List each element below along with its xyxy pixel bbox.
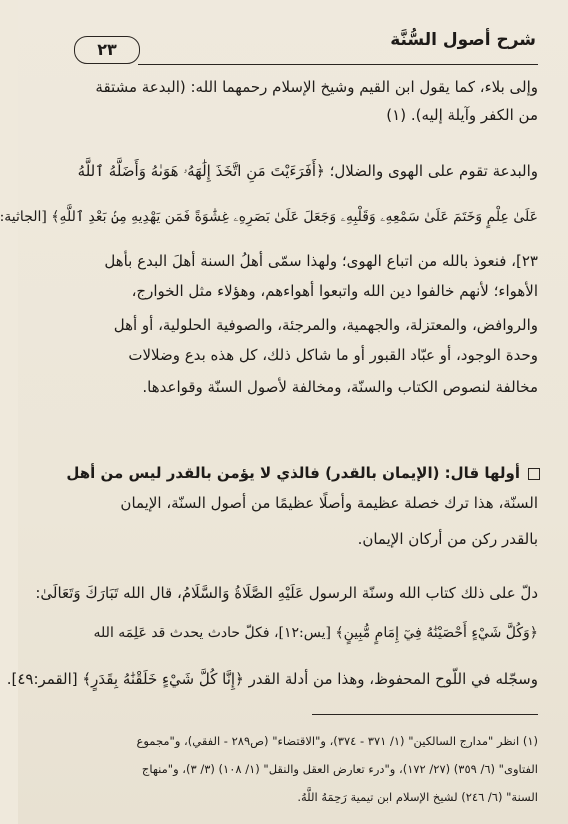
header-rule <box>138 64 538 65</box>
page-header <box>62 28 538 68</box>
footnote-line: الفتاوى" (٦/ ٣٥٩) (٢٧/ ١٧٢)، و"درء تعارض العقل والنقل" (١/ ١٠٨) (٣/ ٣)، و"منهاج <box>141 762 538 776</box>
text-line: ٢٣]، فنعوذ بالله من اتباع الهوى؛ ولهذا سمّى أهلُ السنة أهلَ البدع بأهل <box>104 252 538 270</box>
text-line: وحدة الوجود، أو عبّاد القبور أو ما شاكل ذلك، كل هذه بدع وضلالات <box>128 346 538 364</box>
running-title: شرح أصول السُّنَّة <box>390 30 536 50</box>
footnote-line: (١) انظر "مدارج السالكين" (١/ ٣٧١ - ٣٧٤)، و"الاقتضاء" (ص٢٨٩ - الفقي)، و"مجموع <box>136 734 538 748</box>
footnote-line: السنة" (٦/ ٢٤٦) لشيخ الإسلام ابن تيمية رَحِمَهُ اللَّهُ. <box>297 790 538 804</box>
text-line: الأهواء؛ لأنهم خالفوا دين الله واتبعوا أهواءهم، وهؤلاء مثل الخوارج، <box>131 282 538 300</box>
quran-verse-line: عَلَىٰ عِلْمٍ وَخَتَمَ عَلَىٰ سَمْعِهِۦ وَقَلْبِهِۦ وَجَعَلَ عَلَىٰ بَصَرِهِۦ غِشَٰوَةً فَمَن يَهْدِيهِ مِنۢ بَعْدِ ٱللَّهِ﴾ [الجاثية: <box>0 209 538 225</box>
bullet-square-icon <box>528 468 540 480</box>
point-line <box>54 462 540 484</box>
page-number: ٢٣ <box>74 36 140 64</box>
text-line: السنّة، هذا ترك خصلة عظيمة وأصلًا عظيمًا من أصول السنّة، الإيمان <box>120 494 538 512</box>
text-line: بالقدر ركن من أركان الإيمان. <box>357 530 538 548</box>
quran-verse-line: ﴿وَكُلَّ شَيْءٍ أَحْصَيْنَٰهُ فِيٓ إِمَامٍ مُّبِينٍ﴾ [يس:١٢]، فكلّ حادث يحدث قد عَلِمَه الله <box>93 625 538 641</box>
text-line: والبدعة تقوم على الهوى والضلال؛ ﴿أَفَرَءَيْتَ مَنِ اتَّخَذَ إِلَٰهَهُۥ هَوَىٰهُ وَأَضَلَّهُ ٱللَّهُ <box>77 162 538 180</box>
text-line: دلّ على ذلك كتاب الله وسنّة الرسول عَلَيْهِ الصَّلَاةُ وَالسَّلَامُ، قال الله تَبَارَكَ وَتَعَالَىٰ: <box>35 584 538 602</box>
point-text: أولها قال: (الإيمان بالقدر) فالذي لا يؤمن بالقدر ليس من أهل <box>66 464 520 482</box>
text-line: وسجّله في اللّوح المحفوظ، وهذا من أدلة القدر ﴿إِنَّا كُلَّ شَيْءٍ خَلَقْنَٰهُ بِقَدَرٍ﴾ [القمر:٤٩]. <box>6 670 538 688</box>
footnote-rule <box>312 714 538 715</box>
text-line: والروافض، والمعتزلة، والجهمية، والمرجئة، والصوفية الحلولية، أو أهل <box>113 316 538 334</box>
text-line: مخالفة لنصوص الكتاب والسنّة، ومخالفة لأصول السنّة وقواعدها. <box>142 378 538 396</box>
text-line: وإلى بلاء، كما يقول ابن القيم وشيخ الإسلام رحمهما الله: (البدعة مشتقة <box>95 78 538 96</box>
text-line: من الكفر وآيلة إليه). (١) <box>386 106 538 124</box>
